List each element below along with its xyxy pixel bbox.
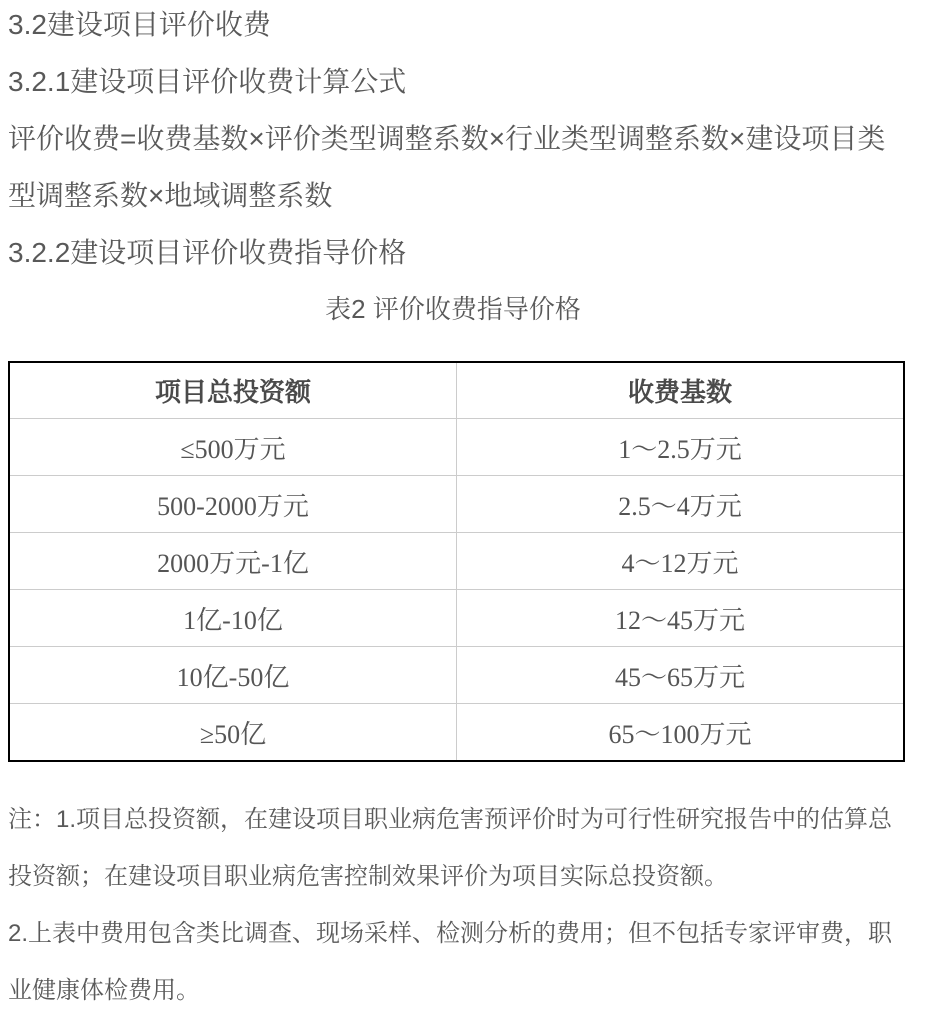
note-paragraph-1: 注：1.项目总投资额，在建设项目职业病危害预评价时为可行性研究报告中的估算总投资额；在建设项目职业病危害控制效果评价为项目实际总投资额。 [8, 806, 893, 890]
cell-investment: 2000万元-1亿 [9, 533, 457, 590]
table-caption: 表2 评价收费指导价格 [325, 294, 581, 324]
fee-guidance-table [8, 361, 905, 762]
cell-investment: ≤500万元 [9, 419, 457, 476]
heading-3-2-1: 3.2.1建设项目评价收费计算公式 [8, 66, 407, 97]
table-header-row [9, 362, 904, 419]
cell-fee-base: 4～12万元 [457, 533, 905, 590]
column-header-fee-base: 收费基数 [457, 362, 905, 419]
table-row [9, 533, 904, 590]
table-row [9, 419, 904, 476]
heading-3-2-2: 3.2.2建设项目评价收费指导价格 [8, 237, 407, 268]
table-row [9, 704, 904, 762]
cell-investment: 10亿-50亿 [9, 647, 457, 704]
cell-fee-base: 1～2.5万元 [457, 419, 905, 476]
notes-section [8, 791, 925, 1019]
cell-investment: 1亿-10亿 [9, 590, 457, 647]
heading-3-2: 3.2建设项目评价收费 [8, 9, 271, 40]
formula-text: 评价收费=收费基数×评价类型调整系数×行业类型调整系数×建设项目类型调整系数×地域调整系数 [8, 123, 886, 211]
cell-fee-base: 45～65万元 [457, 647, 905, 704]
column-header-total-investment: 项目总投资额 [9, 362, 457, 419]
cell-investment: ≥50亿 [9, 704, 457, 762]
cell-fee-base: 65～100万元 [457, 704, 905, 762]
table-row [9, 647, 904, 704]
cell-fee-base: 12～45万元 [457, 590, 905, 647]
cell-fee-base: 2.5～4万元 [457, 476, 905, 533]
table-row [9, 476, 904, 533]
cell-investment: 500-2000万元 [9, 476, 457, 533]
table-row [9, 590, 904, 647]
note-paragraph-2: 2.上表中费用包含类比调查、现场采样、检测分析的费用；但不包括专家评审费，职业健康体检费用。 [8, 920, 893, 1004]
